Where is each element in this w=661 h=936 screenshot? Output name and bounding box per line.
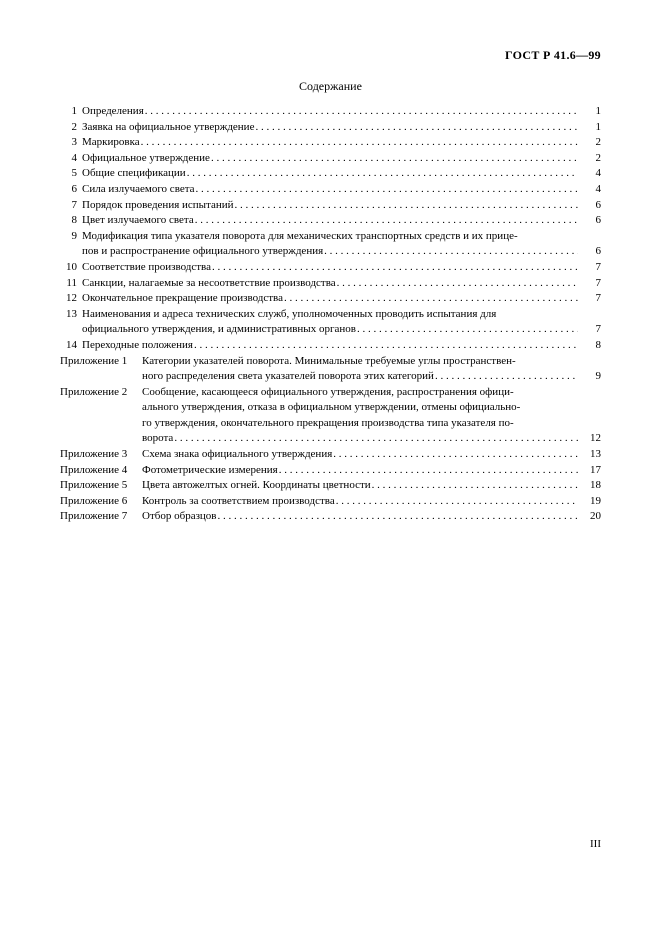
- toc-entry-title: [82, 135, 579, 151]
- toc-section-number: 3: [71, 136, 77, 149]
- dot-leader: [194, 338, 578, 354]
- toc-appendix-label: Приложение 5: [60, 479, 128, 492]
- toc-entry-title-line: Контроль за соответствием производства: [142, 494, 335, 507]
- toc-entry-title: [82, 213, 579, 229]
- dot-leader: [324, 244, 578, 260]
- dot-leader: [212, 260, 578, 276]
- dot-leader: [279, 463, 578, 479]
- dot-leader: [336, 494, 578, 510]
- toc-appendix-entry: [60, 354, 601, 385]
- toc-appendix-entry: [60, 447, 601, 463]
- toc-page-number: 2: [595, 151, 601, 164]
- toc-page-number: 13: [590, 448, 601, 461]
- toc-entry-title-line: Переходные положения: [82, 338, 193, 351]
- toc-entry-title-line: Заявка на официальное утверждение: [82, 120, 255, 133]
- toc-section-number: 1: [71, 105, 77, 117]
- toc-appendix-label: Приложение 6: [60, 494, 128, 507]
- page-title: Содержание: [299, 79, 362, 93]
- dot-leader: [187, 166, 578, 182]
- toc-entry-title-line: Сообщение, касающееся официального утверждения, распространения офици-: [142, 385, 514, 398]
- dot-leader: [255, 120, 578, 136]
- toc-entry-title-line: Отбор образцов: [142, 510, 217, 523]
- toc-appendix-label: Приложение 4: [60, 463, 128, 476]
- toc-page-number: 20: [590, 510, 601, 523]
- toc-entry-title: [142, 385, 579, 447]
- toc-entry-title: [82, 260, 579, 276]
- toc-entry-title: [142, 354, 579, 385]
- toc-entry-title: [82, 338, 579, 354]
- toc-entry-title: [142, 509, 579, 525]
- dot-leader: [357, 322, 578, 338]
- toc-section-number: 14: [66, 338, 77, 351]
- toc-page-number: 18: [590, 479, 601, 492]
- dot-leader: [333, 447, 578, 463]
- page-number: III: [590, 838, 601, 850]
- toc-appendix-label: Приложение 7: [60, 510, 128, 523]
- toc-entry-title-line: ального утверждения, отказа в официальном утверждении, отмены официально-: [142, 401, 521, 414]
- toc-entry-title: [82, 120, 579, 136]
- toc-section-number: 8: [71, 214, 77, 227]
- toc-entry-title: [82, 291, 579, 307]
- toc-section-entry: [60, 307, 601, 338]
- toc-entry-title-line: ворота: [142, 432, 174, 445]
- toc-entry-title: [82, 104, 579, 120]
- toc-entry-title: [82, 151, 579, 167]
- toc-page-number: 7: [595, 292, 601, 305]
- toc-page-number: 19: [590, 494, 601, 507]
- dot-leader: [195, 213, 578, 229]
- toc-section-entry: [60, 198, 601, 214]
- toc-page-number: 6: [595, 198, 601, 211]
- toc-entry-title-line: Сила излучаемого света: [82, 182, 195, 195]
- toc-page-number: 8: [595, 338, 601, 351]
- toc-page-number: 17: [590, 463, 601, 476]
- toc-section-entry: [60, 338, 601, 354]
- toc-entry-title-line: Санкции, налагаемые за несоответствие производства: [82, 276, 336, 289]
- toc-entry-title-line: пов и распространение официального утверждения: [82, 245, 324, 258]
- toc-section-entry: [60, 182, 601, 198]
- toc-entry-title: [142, 463, 579, 479]
- toc-page-number: 7: [595, 276, 601, 289]
- toc-entry-title-line: Категории указателей поворота. Минимальные требуемые углы пространствен-: [142, 354, 516, 367]
- toc-entry-title-line: ного распределения света указателей поворота этих категорий: [142, 370, 434, 383]
- toc-entry-title-line: Порядок проведения испытаний: [82, 198, 234, 211]
- toc-page-number: 7: [595, 323, 601, 336]
- toc-entry-title-line: Соответствие производства: [82, 260, 211, 273]
- toc-page-number: 12: [590, 432, 601, 445]
- toc-page-number: 9: [595, 370, 601, 383]
- toc-section-number: 4: [71, 151, 77, 164]
- toc-entry-title: [82, 166, 579, 182]
- toc-section-entry: [60, 276, 601, 292]
- toc-appendix-entry: [60, 494, 601, 510]
- toc-section-number: 9: [71, 229, 77, 242]
- dot-leader: [196, 182, 578, 198]
- toc-page-number: 1: [595, 105, 601, 117]
- dot-leader: [372, 478, 578, 494]
- toc-section-number: 11: [66, 276, 77, 289]
- toc-entry-title: [82, 182, 579, 198]
- dot-leader: [211, 151, 578, 167]
- toc-section-entry: [60, 213, 601, 229]
- toc-entry-title-line: Общие спецификации: [82, 167, 186, 180]
- dot-leader: [174, 431, 578, 447]
- toc-page-number: 6: [595, 214, 601, 227]
- toc-section-entry: [60, 104, 601, 120]
- toc-section-entry: [60, 151, 601, 167]
- toc-entry-title-line: Окончательное прекращение производства: [82, 292, 283, 305]
- toc-entry-title-line: Определения: [82, 105, 144, 117]
- toc-appendix-label: Приложение 1: [60, 354, 128, 367]
- toc-section-entry: [60, 291, 601, 307]
- toc-entry-title: [82, 307, 579, 338]
- dot-leader: [218, 509, 578, 525]
- dot-leader: [284, 291, 578, 307]
- toc-section-number: 2: [71, 120, 77, 133]
- toc-entry-title-line: Маркировка: [82, 136, 140, 149]
- toc-section-entry: [60, 166, 601, 182]
- toc-appendix-entry: [60, 509, 601, 525]
- toc-section-number: 10: [66, 260, 77, 273]
- toc-entry-title-line: Фотометрические измерения: [142, 463, 278, 476]
- toc-entry-title: [142, 478, 579, 494]
- toc-section-entry: [60, 260, 601, 276]
- toc-entry-title-line: Цвет излучаемого света: [82, 214, 194, 227]
- toc-entry-title-line: Наименования и адреса технических служб, уполномоченных проводить испытания для: [82, 307, 497, 320]
- toc-appendix-entry: [60, 478, 601, 494]
- toc-section-number: 13: [66, 307, 77, 320]
- toc-section-number: 5: [71, 167, 77, 180]
- toc-entry-title-line: официального утверждения, и административных органов: [82, 323, 356, 336]
- toc-section-number: 7: [71, 198, 77, 211]
- toc-page-number: 7: [595, 260, 601, 273]
- toc-page-number: 4: [595, 182, 601, 195]
- toc-appendix-label: Приложение 2: [60, 385, 128, 398]
- toc-section-number: 12: [66, 292, 77, 305]
- toc-appendix-entry: [60, 463, 601, 479]
- toc-entry-title: [82, 276, 579, 292]
- toc-section-entry: [60, 135, 601, 151]
- toc-entry-title-line: Цвета автожелтых огней. Координаты цветности: [142, 479, 371, 492]
- toc-page-number: 4: [595, 167, 601, 180]
- toc-page-number: 1: [595, 120, 601, 133]
- toc-entry-title-line: Модификация типа указателя поворота для механических транспортных средств и их прице-: [82, 229, 518, 242]
- dot-leader: [235, 198, 578, 214]
- toc-entry-title-line: Официальное утверждение: [82, 151, 210, 164]
- toc-entry-title: [82, 198, 579, 214]
- dot-leader: [337, 276, 578, 292]
- toc-page-number: 2: [595, 136, 601, 149]
- toc-page-number: 6: [595, 245, 601, 258]
- toc-entry-title: [82, 229, 579, 260]
- document-code-header: ГОСТ Р 41.6—99: [504, 48, 601, 62]
- toc-appendix-entry: [60, 385, 601, 447]
- toc-entry-title-line: го утверждения, окончательного прекращения производства типа указателя по-: [142, 416, 514, 429]
- dot-leader: [145, 104, 578, 120]
- toc-section-entry: [60, 229, 601, 260]
- toc-appendix-label: Приложение 3: [60, 448, 128, 461]
- toc-section-number: 6: [71, 182, 77, 195]
- toc-entry-title: [142, 447, 579, 463]
- toc-entry-title-line: Схема знака официального утверждения: [142, 448, 333, 461]
- dot-leader: [435, 369, 578, 385]
- toc-section-entry: [60, 120, 601, 136]
- table-of-contents: [60, 104, 601, 525]
- dot-leader: [141, 135, 578, 151]
- toc-entry-title: [142, 494, 579, 510]
